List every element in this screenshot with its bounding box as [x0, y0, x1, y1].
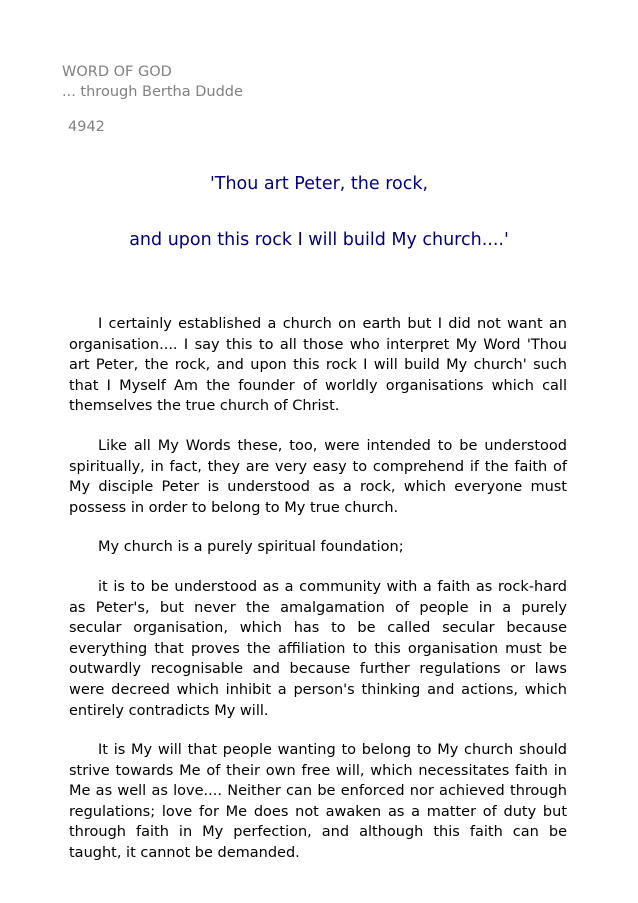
header-title: WORD OF GOD: [62, 64, 172, 80]
paragraph: I certainly established a church on earth but I did not want an organisation.... I say this to all those who interpret My Word 'Thou art Peter, the rock, and upon this rock I will build My church' such that I Myself Am the founder of worldly organisations which call themselves the true church of Christ.: [69, 316, 567, 415]
title-line-1: 'Thou art Peter, the rock,: [209, 174, 429, 194]
document-header: [62, 62, 243, 102]
document-number: 4942: [68, 119, 105, 135]
title-line-2: and upon this rock I will build My church....': [129, 230, 509, 250]
body-text: [69, 314, 567, 883]
header-author: ... through Bertha Dudde: [62, 84, 243, 100]
paragraph: My church is a purely spiritual foundation;: [98, 539, 404, 556]
paragraph: Like all My Words these, too, were intended to be understood spiritually, in fact, they are very easy to comprehend if the faith of My disciple Peter is understood as a rock, which everyone must possess in order to belong to My true church.: [69, 437, 567, 516]
paragraph: It is My will that people wanting to belong to My church should strive towards Me of their own free will, which necessitates faith in Me as well as love.... Neither can be enforced nor achieved through regulations; love for Me does not awaken as a matter of duty but through faith in My perfection, and although this faith can be taught, it cannot be demanded.: [69, 742, 567, 862]
paragraph: it is to be understood as a community with a faith as rock-hard as Peter's, but never the amalgamation of people in a purely secular organisation, which has to be called secular because everything that proves the affiliation to this organisation must be outwardly recognisable and because further regulations or laws were decreed which inhibit a person's thinking and actions, which entirely contradicts My will.: [69, 578, 567, 719]
